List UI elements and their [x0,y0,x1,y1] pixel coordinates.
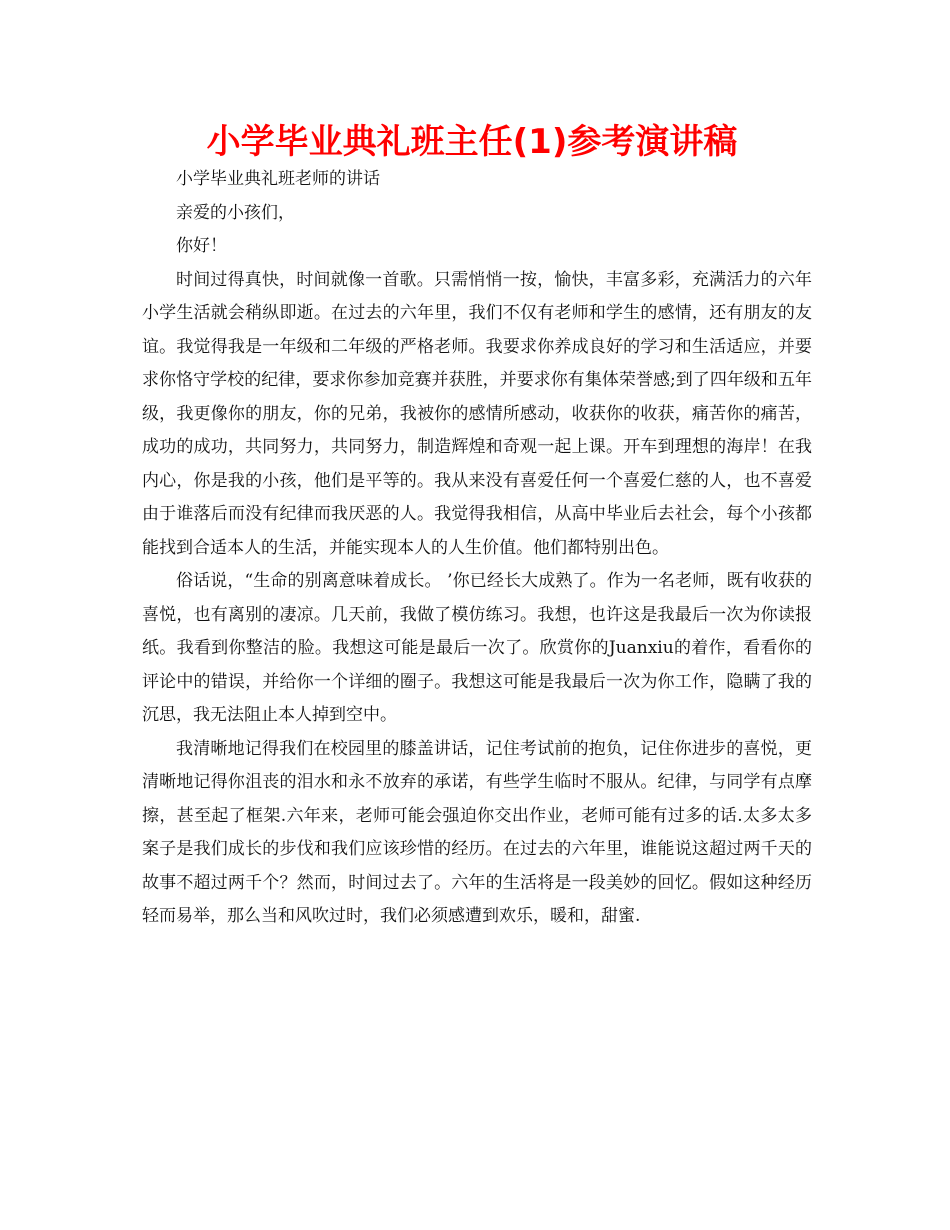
paragraph-body-1: 时间过得真快，时间就像一首歌。只需悄悄一按，愉快，丰富多彩，充满活力的六年小学生活就会稍纵即逝。在过去的六年里，我们不仅有老师和学生的感情，还有朋友的友谊。我觉得我是一年级和二年级的严格老师。我要求你养成良好的学习和生活适应，并要求你恪守学校的纪律，要求你参加竞赛并获胜，并要求你有集体荣誉感;到了四年级和五年级，我更像你的朋友，你的兄弟，我被你的感情所感动，收获你的收获，痛苦你的痛苦，成功的成功，共同努力，共同努力，制造辉煌和奇观一起上课。开车到理想的海岸！在我内心，你是我的小孩，他们是平等的。我从来没有喜爱任何一个喜爱仁慈的人，也不喜爱由于谁落后而没有纪律而我厌恶的人。我觉得我相信，从高中毕业后去社会，每个小孩都能找到合适本人的生活，并能实现本人的人生价值。他们都特别出色。 [142,269,812,558]
document-page [142,118,812,934]
document-title: 小学毕业典礼班主任(1)参考演讲稿 [206,122,738,162]
paragraph-hello: 你好！ [176,236,227,256]
paragraph-body-3: 我清晰地记得我们在校园里的膝盖讲话，记住考试前的抱负，记住你进步的喜悦，更清晰地记得你沮丧的泪水和永不放弃的承诺，有些学生临时不服从。纪律，与同学有点摩擦，甚至起了框架.六年来，老师可能会强迫你交出作业，老师可能有过多的话.太多太多案子是我们成长的步伐和我们应该珍惜的经历。在过去的六年里，谁能说这超过两千天的故事不超过两千个？然而，时间过去了。六年的生活将是一段美妙的回忆。假如这种经历轻而易举，那么当和风吹过时，我们必须感遭到欢乐，暖和，甜蜜. [142,738,812,926]
paragraph-greeting: 亲爱的小孩们， [176,202,295,223]
paragraph-speech-heading: 小学毕业典礼班老师的讲话 [176,169,380,189]
paragraph-body-2: 俗话说，“生命的别离意味着成长。 ’你已经长大成熟了。作为一名老师，既有收获的喜悦，也有离别的凄凉。几天前，我做了模仿练习。我想，也许这是我最后一次为你读报纸。我看到你整洁的脸。我想这可能是最后一次了。欣赏你的Juanxiu的着作，看看你的评论中的错误，并给你一个详细的圈子。我想这可能是我最后一次为你工作，隐瞒了我的沉思，我无法阻止本人掉到空中。 [142,571,812,725]
